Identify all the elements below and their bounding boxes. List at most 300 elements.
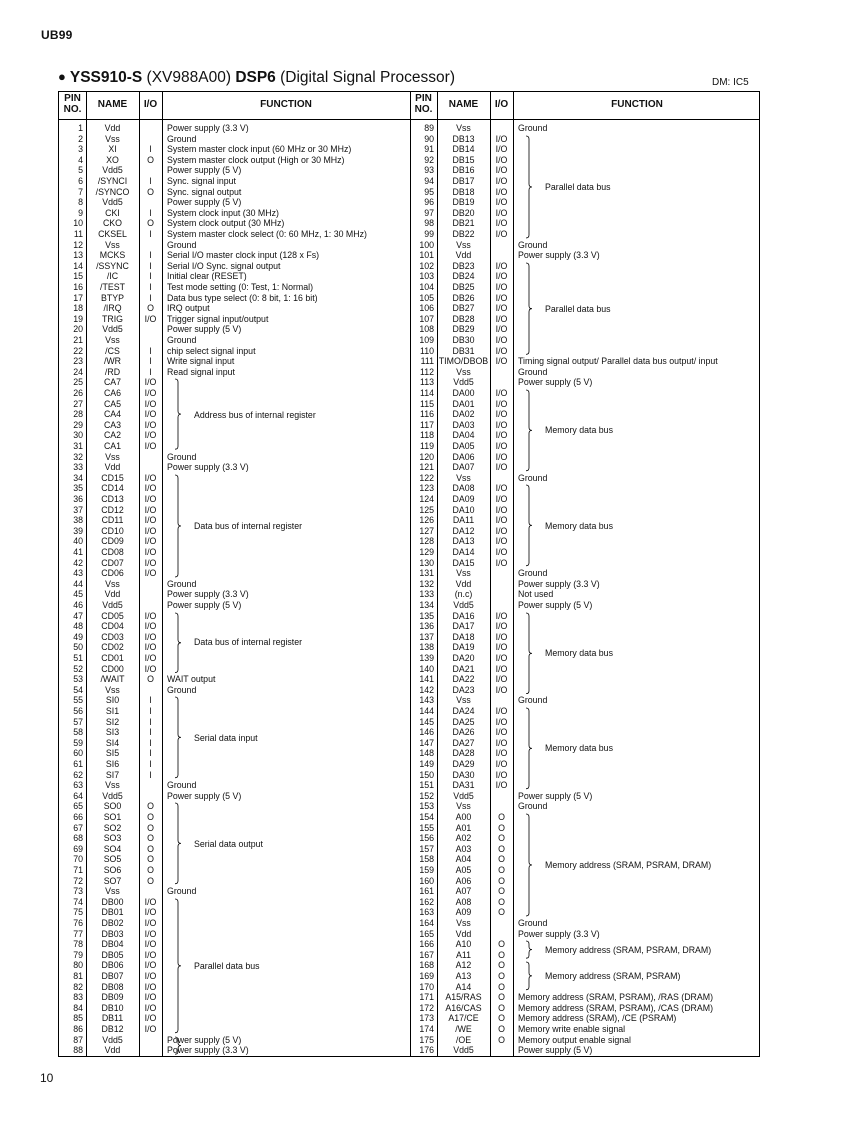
pin-io: I/O	[495, 706, 508, 716]
pin-name: XI	[108, 144, 117, 155]
table-row	[59, 271, 761, 282]
table-row	[59, 123, 761, 134]
pin-io: I	[149, 769, 152, 780]
pin-name: CA6	[103, 388, 122, 398]
pin-number: 29	[73, 419, 83, 430]
group-brace-icon	[525, 707, 533, 795]
pin-name: /TEST	[100, 282, 125, 292]
pin-function: Ground	[518, 801, 548, 812]
pin-name: DB26	[452, 292, 475, 303]
pin-name: DB31	[452, 345, 475, 356]
pin-io: I/O	[144, 928, 157, 939]
pin-number: 160	[419, 875, 434, 886]
pin-io: I/O	[144, 642, 157, 653]
pin-function: Power supply (5 V)	[167, 1034, 242, 1045]
pin-name: DB11	[101, 1013, 124, 1024]
pin-io: I	[149, 759, 152, 769]
pin-name: Vss	[105, 886, 120, 897]
pin-name: CA2	[103, 430, 122, 441]
pin-number: 36	[73, 494, 83, 504]
pin-name: /CS	[105, 345, 120, 356]
pin-number: 80	[73, 960, 83, 971]
pin-function: Ground	[518, 918, 548, 928]
table-row	[59, 282, 761, 293]
pin-name: DB03	[101, 928, 124, 939]
pin-number: 147	[419, 737, 434, 748]
pin-io: O	[498, 1002, 505, 1013]
pin-number: 161	[419, 886, 434, 897]
group-brace-icon	[174, 612, 182, 679]
group-label: Address bus of internal register	[194, 409, 316, 420]
pin-name: A14	[455, 981, 472, 992]
table-row	[59, 897, 761, 908]
pin-io: I/O	[144, 1024, 157, 1034]
group-label: Memory data bus	[545, 520, 613, 531]
pin-name: Vss	[456, 801, 471, 812]
pin-io: I/O	[495, 536, 508, 547]
pin-function: Power supply (5 V)	[167, 197, 242, 208]
group-brace-icon	[525, 389, 533, 477]
table-row	[59, 695, 761, 706]
pin-number: 130	[419, 557, 434, 568]
table-row	[59, 844, 761, 855]
pin-name: Vdd	[104, 589, 121, 600]
pin-io: I/O	[495, 631, 508, 642]
pin-function: Power supply (5 V)	[167, 324, 242, 335]
pin-number: 166	[419, 939, 434, 950]
pin-io: O	[498, 812, 505, 822]
page-number: 10	[40, 1071, 54, 1085]
pin-io: O	[498, 981, 505, 992]
pin-number: 23	[73, 356, 83, 367]
pin-number: 41	[73, 547, 83, 557]
pin-name: A15/RAS	[445, 992, 482, 1003]
pin-number: 64	[73, 790, 83, 801]
pin-function: System master clock output (High or 30 MHz)	[167, 154, 345, 165]
pin-number: 9	[78, 207, 83, 218]
pin-io: I/O	[495, 547, 508, 557]
pin-io: I/O	[495, 409, 508, 420]
table-row	[59, 833, 761, 844]
table-row	[59, 430, 761, 441]
pin-name: CA5	[103, 398, 122, 409]
pin-io: I/O	[495, 737, 508, 748]
table-row	[59, 536, 761, 547]
pin-function: Serial I/O Sync. signal output	[167, 260, 281, 271]
pin-io: I/O	[144, 568, 157, 579]
pin-io: I/O	[495, 398, 508, 409]
table-row	[59, 907, 761, 918]
pin-function: System master clock select (0: 60 MHz, 1: 30 MHz)	[167, 229, 367, 239]
pin-name: A03	[455, 843, 472, 854]
pin-name: Vss	[105, 780, 120, 791]
pin-function: Ground	[518, 366, 548, 377]
group-label: Memory address (SRAM, PSRAM)	[545, 971, 681, 982]
pin-number: 117	[419, 419, 434, 430]
pin-name: CD15	[101, 472, 124, 483]
pin-name: DA21	[452, 663, 475, 674]
pin-io: I	[149, 229, 152, 239]
pin-name: SO4	[103, 843, 122, 854]
pin-number: 81	[73, 971, 83, 981]
table-row	[59, 367, 761, 378]
pin-io: O	[147, 186, 154, 197]
group-label: Memory data bus	[545, 743, 613, 754]
pin-number: 57	[73, 716, 83, 727]
group-label: Serial data input	[194, 732, 258, 743]
pin-name: DB18	[452, 186, 475, 197]
pin-io: I/O	[495, 769, 508, 780]
table-row	[59, 738, 761, 749]
pin-io: O	[147, 674, 154, 685]
pin-name: SI2	[105, 716, 120, 727]
pin-number: 94	[424, 176, 434, 186]
pin-io: I	[149, 356, 152, 367]
pin-name: CD07	[101, 557, 124, 568]
title-part-2: (XV988A00)	[142, 69, 236, 86]
pin-io: I/O	[495, 716, 508, 727]
pin-name: DB02	[101, 918, 124, 928]
pin-io: I/O	[495, 133, 508, 144]
pin-function: Sync. signal output	[167, 186, 242, 197]
pin-name: DA02	[452, 409, 475, 420]
pin-number: 111	[420, 356, 434, 367]
pin-function: Ground	[518, 472, 548, 483]
page-header: UB99	[41, 28, 73, 42]
pin-io: O	[498, 854, 505, 865]
pin-function: Power supply (5 V)	[167, 165, 242, 176]
pin-name: Vss	[456, 472, 471, 483]
pin-io: O	[147, 833, 154, 844]
pin-name: A05	[455, 865, 472, 875]
pin-io: I/O	[144, 1013, 157, 1024]
pin-io: I/O	[495, 621, 508, 632]
pin-number: 103	[419, 271, 434, 282]
pin-name: Vss	[105, 451, 120, 462]
pin-number: 79	[73, 949, 83, 960]
pin-name: CD01	[101, 653, 124, 663]
pin-function: Power supply (3.3 V)	[167, 462, 249, 473]
pin-io: I	[149, 292, 152, 303]
pin-name: MCKS	[99, 250, 126, 261]
pin-number: 167	[419, 949, 434, 960]
pin-name: Vss	[105, 133, 120, 144]
pin-name: Vss	[105, 684, 120, 695]
pin-name: DB17	[452, 176, 475, 186]
pin-number: 96	[424, 197, 434, 208]
pin-number: 84	[73, 1002, 83, 1013]
pin-number: 33	[73, 462, 83, 473]
pin-io: I/O	[495, 260, 508, 271]
header-function: FUNCTION	[260, 99, 312, 110]
pin-number: 118	[419, 430, 434, 441]
table-row	[59, 176, 761, 187]
pin-name: DA19	[452, 642, 475, 653]
pin-number: 62	[73, 769, 83, 780]
header-name-right: NAME	[448, 99, 479, 110]
pin-function: Ground	[518, 239, 548, 250]
pin-function: Power supply (5 V)	[518, 1045, 593, 1056]
pin-io: I	[149, 271, 152, 282]
pin-function: Power supply (3.3 V)	[518, 578, 600, 589]
table-row	[59, 409, 761, 420]
pin-number: 26	[73, 388, 83, 398]
table-row	[59, 632, 761, 643]
group-brace-icon	[174, 378, 182, 455]
pin-number: 77	[73, 928, 83, 939]
pin-name: /SYNCO	[95, 186, 130, 197]
pin-number: 110	[419, 345, 434, 356]
pin-name: Vss	[105, 239, 120, 250]
table-row	[59, 494, 761, 505]
pin-number: 83	[73, 992, 83, 1003]
pin-number: 8	[78, 197, 83, 208]
pin-function: System clock output (30 MHz)	[167, 218, 285, 229]
pin-number: 17	[73, 292, 83, 303]
pin-number: 85	[73, 1013, 83, 1024]
table-row	[59, 706, 761, 717]
pin-name: SI3	[105, 727, 120, 738]
table-row	[59, 144, 761, 155]
pin-name: SO3	[103, 833, 122, 844]
pin-number: 135	[419, 610, 434, 621]
pin-io: I	[149, 716, 152, 727]
pin-number: 70	[73, 854, 83, 865]
table-row	[59, 791, 761, 802]
pin-name: SI7	[105, 769, 120, 780]
table-row	[59, 812, 761, 823]
pin-io: O	[498, 865, 505, 875]
section-title	[58, 69, 455, 87]
pin-io: O	[147, 154, 154, 165]
pin-name: Vss	[456, 918, 471, 928]
pin-name: DA27	[452, 737, 475, 748]
pin-name: DA30	[452, 769, 475, 780]
pin-io: O	[147, 854, 154, 865]
pin-number: 37	[73, 504, 83, 515]
table-row	[59, 558, 761, 569]
pin-name: Vdd5	[102, 324, 123, 335]
pin-io: I	[149, 706, 152, 716]
table-row	[59, 462, 761, 473]
pin-name: DA29	[452, 759, 475, 769]
pin-io: I/O	[144, 398, 157, 409]
pin-name: DB07	[101, 971, 124, 981]
pin-io: I/O	[495, 356, 508, 367]
table-row	[59, 420, 761, 431]
pin-io: I/O	[144, 504, 157, 515]
pin-io: I/O	[144, 631, 157, 642]
group-label: Parallel data bus	[194, 960, 260, 971]
pin-name: A06	[455, 875, 472, 886]
group-brace-icon	[525, 813, 533, 922]
pin-name: DB08	[101, 981, 124, 992]
pin-number: 10	[73, 218, 83, 229]
pin-name: /SYNCI	[97, 176, 128, 186]
pin-number: 139	[419, 653, 434, 663]
table-row	[59, 197, 761, 208]
pin-name: TRIG	[101, 313, 123, 324]
pin-name: Vss	[456, 123, 471, 133]
pin-name: A10	[455, 939, 472, 950]
table-row	[59, 579, 761, 590]
pin-name: DA25	[452, 716, 475, 727]
pin-io: O	[147, 865, 154, 875]
pin-name: CD05	[101, 610, 124, 621]
pin-number: 144	[419, 706, 434, 716]
pin-name: DA31	[452, 780, 475, 791]
pin-name: /WE	[455, 1024, 472, 1034]
pin-io: I/O	[144, 653, 157, 663]
table-row	[59, 748, 761, 759]
pin-number: 176	[419, 1045, 434, 1056]
pin-io: I/O	[495, 674, 508, 685]
pin-number: 105	[419, 292, 434, 303]
pin-io: I/O	[495, 186, 508, 197]
table-row	[59, 261, 761, 272]
pin-name: DB00	[101, 896, 124, 907]
pin-io: I/O	[495, 388, 508, 398]
pin-name: Vdd5	[453, 377, 474, 388]
pin-name: CD14	[101, 483, 124, 494]
pin-name: Vdd5	[453, 600, 474, 610]
pin-name: DB23	[452, 260, 475, 271]
table-row	[59, 218, 761, 229]
pin-number: 68	[73, 833, 83, 844]
pin-name: DB28	[452, 313, 475, 324]
pin-number: 65	[73, 801, 83, 812]
pin-number: 51	[73, 653, 83, 663]
group-label: Memory data bus	[545, 425, 613, 436]
pin-io: I/O	[144, 483, 157, 494]
pin-number: 97	[424, 207, 434, 218]
pin-name: DA23	[452, 684, 475, 695]
pin-io: I/O	[144, 939, 157, 950]
pin-io: I/O	[144, 992, 157, 1003]
pin-number: 141	[419, 674, 434, 685]
table-row	[59, 568, 761, 579]
table-row	[59, 759, 761, 770]
pin-function: Power supply (3.3 V)	[167, 589, 249, 600]
pin-number: 123	[419, 483, 434, 494]
table-row	[59, 685, 761, 696]
pin-name: Vdd5	[102, 165, 123, 176]
pin-io: I/O	[495, 229, 508, 239]
header-pin-no: PIN NO.	[63, 93, 82, 115]
pin-number: 75	[73, 907, 83, 918]
table-row	[59, 886, 761, 897]
pin-name: CD02	[101, 642, 124, 653]
pin-number: 104	[419, 282, 434, 292]
pin-number: 140	[419, 663, 434, 674]
pin-name: CKI	[105, 207, 120, 218]
pin-function: Memory address (SRAM, PSRAM), /RAS (DRAM)	[518, 992, 714, 1003]
pin-number: 15	[73, 271, 83, 282]
pin-number: 119	[419, 441, 434, 451]
pin-function: Ground	[167, 780, 197, 791]
pin-name: A04	[455, 854, 472, 865]
pin-io: I/O	[495, 663, 508, 674]
table-row	[59, 356, 761, 367]
pin-number: 25	[73, 377, 83, 388]
table-row	[59, 346, 761, 357]
pin-number: 162	[419, 896, 434, 907]
pin-io: I/O	[495, 441, 508, 451]
table-row	[59, 377, 761, 388]
table-row	[59, 611, 761, 622]
table-row	[59, 1003, 761, 1014]
pin-io: I/O	[495, 780, 508, 791]
header-pin-no-right: PIN NO.	[414, 93, 433, 115]
table-row	[59, 674, 761, 685]
pin-number: 60	[73, 748, 83, 759]
pin-number: 89	[424, 123, 434, 133]
pin-number: 90	[424, 133, 434, 144]
pin-number: 163	[419, 907, 434, 918]
pin-name: A11	[456, 949, 471, 960]
pin-name: DB24	[452, 271, 475, 282]
pin-io: I/O	[144, 313, 157, 324]
table-row	[59, 208, 761, 219]
pin-number: 21	[73, 335, 83, 345]
table-row	[59, 515, 761, 526]
pin-number: 108	[419, 324, 434, 335]
pin-name: /OE	[455, 1034, 472, 1045]
pin-name: SI1	[105, 706, 120, 716]
pin-number: 172	[419, 1002, 434, 1013]
pin-number: 165	[419, 928, 434, 939]
pin-name: CKSEL	[98, 229, 127, 239]
pin-name: /IC	[106, 271, 119, 282]
pin-number: 52	[73, 663, 83, 674]
table-row	[59, 505, 761, 516]
pin-name: DB12	[101, 1024, 124, 1034]
pin-io: I	[149, 250, 152, 261]
pin-function: System clock input (30 MHz)	[167, 207, 279, 218]
pin-function: Ground	[167, 451, 197, 462]
pin-function: Ground	[167, 133, 197, 144]
pin-io: I/O	[495, 642, 508, 653]
pin-io: I/O	[144, 621, 157, 632]
table-row	[59, 918, 761, 929]
pin-name: DB19	[452, 197, 475, 208]
pin-io: I/O	[495, 292, 508, 303]
pin-function: Power supply (5 V)	[518, 600, 593, 610]
pin-name: DB22	[452, 229, 475, 239]
pin-number: 102	[419, 260, 434, 271]
table-row	[59, 441, 761, 452]
pin-name: CD06	[101, 568, 124, 579]
pin-number: 48	[73, 621, 83, 632]
group-label: Parallel data bus	[545, 181, 611, 192]
pin-number: 13	[73, 250, 83, 261]
table-row	[59, 335, 761, 346]
pin-name: CD13	[101, 494, 124, 504]
table-row	[59, 770, 761, 781]
table-row	[59, 780, 761, 791]
pin-io: O	[498, 843, 505, 854]
pin-function: Power supply (5 V)	[167, 600, 242, 610]
pin-function: Power supply (3.3 V)	[167, 123, 249, 133]
pin-io: I/O	[495, 154, 508, 165]
table-row	[59, 155, 761, 166]
pin-io: I/O	[495, 462, 508, 473]
pin-number: 44	[73, 578, 83, 589]
group-brace-icon	[174, 474, 182, 583]
pin-number: 43	[73, 568, 83, 579]
table-row	[59, 240, 761, 251]
pin-io: I/O	[495, 419, 508, 430]
